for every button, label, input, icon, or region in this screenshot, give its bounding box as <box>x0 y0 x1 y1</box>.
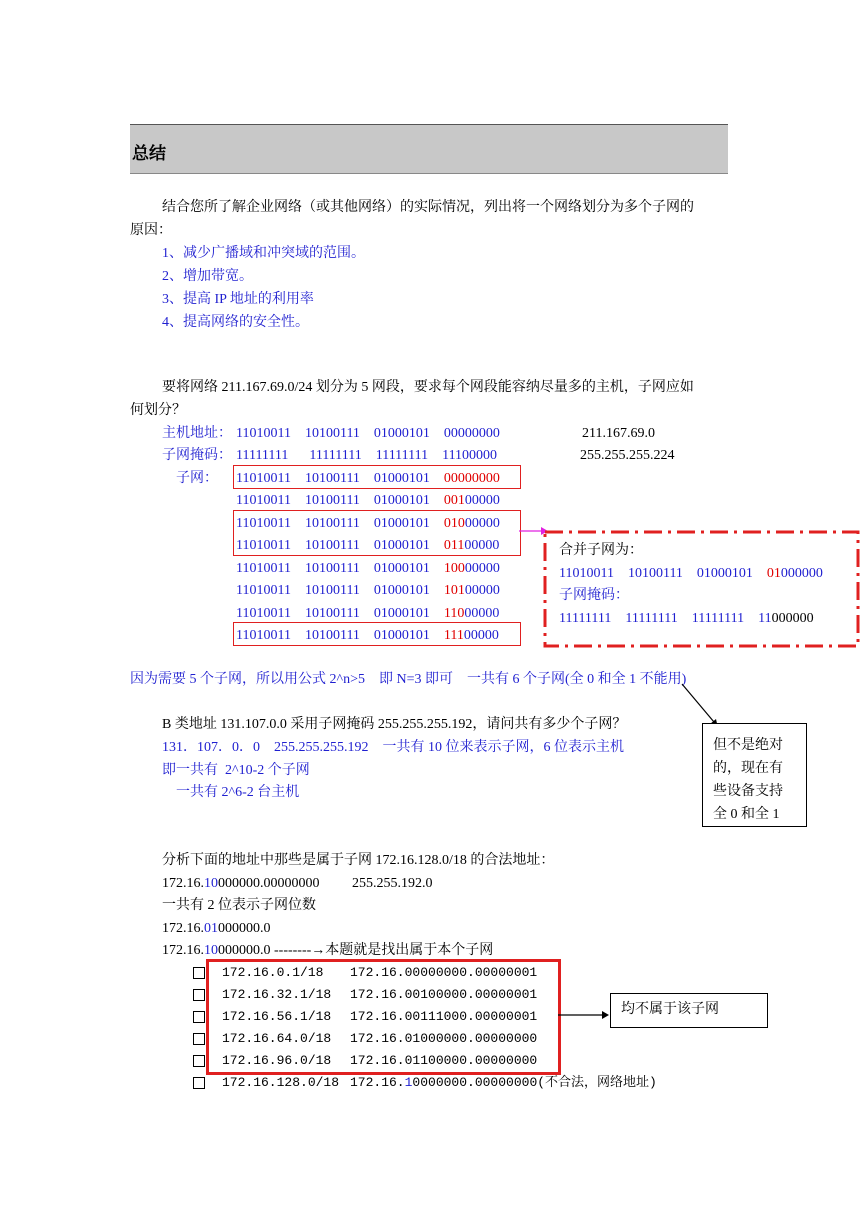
option-address: 172.16.96.0/18 <box>222 1053 332 1068</box>
q4-line: 172.16.10000000.0 --------→本题就是找出属于本个子网 <box>162 943 494 958</box>
host-binary: 11010011 10100111 01000101 00000000 <box>236 426 500 441</box>
option-binary: 172.16.01100000.00000000 <box>350 1053 538 1068</box>
q4-line: 172.16.10000000.00000000 <box>162 876 320 891</box>
q1-prompt-line2: 原因： <box>130 223 172 238</box>
subnet-row: 11010011 10100111 01000101 01000000 <box>236 516 500 531</box>
q1-answer: 1、减少广播域和冲突域的范围。 <box>162 246 365 261</box>
q2-conclusion: 因为需要 5 个子网，所以用公式 2^n>5 即 N=3 即可 一共有 6 个子网(全 0 和全 1 不能用) <box>130 672 687 687</box>
q4-mask: 255.255.192.0 <box>352 876 433 891</box>
q2-prompt-line2: 何划分？ <box>130 403 186 418</box>
subnet-row: 11010011 10100111 01000101 11000000 <box>236 606 500 621</box>
note-line: 些设备支持 <box>713 784 783 799</box>
option-address: 172.16.128.0/18 <box>222 1075 340 1090</box>
option-address: 172.16.56.1/18 <box>222 1009 332 1024</box>
note-line: 但不是绝对 <box>713 738 783 753</box>
option-address: 172.16.0.1/18 <box>222 965 324 980</box>
mask-label: 子网掩码： <box>162 448 232 463</box>
option-address: 172.16.32.1/18 <box>222 987 332 1002</box>
option-checkbox[interactable] <box>193 989 205 1001</box>
invalid-options-box <box>206 959 561 1075</box>
q1-answer: 3、提高 IP 地址的利用率 <box>162 292 314 307</box>
subnet-row: 11010011 10100111 01000101 10100000 <box>236 583 500 598</box>
note2-arrow <box>558 1008 610 1022</box>
q4-line: 一共有 2 位表示子网位数 <box>162 898 316 913</box>
option-address: 172.16.64.0/18 <box>222 1031 332 1046</box>
note-line: 的，现在有 <box>713 761 783 776</box>
option-binary: 172.16.00100000.00000001 <box>350 987 538 1002</box>
section-title-bar <box>130 124 728 174</box>
option-checkbox[interactable] <box>193 967 205 979</box>
q3-answer: 131．107．0．0 255.255.255.192 一共有 10 位来表示子网，6 位表示主机 <box>162 740 624 755</box>
subnet-row: 11010011 10100111 01000101 01100000 <box>236 538 500 553</box>
host-label: 主机地址： <box>162 426 232 441</box>
subnet-highlight-box <box>233 465 521 489</box>
option-binary: 172.16.00111000.00000001 <box>350 1009 538 1024</box>
subnet-label: 子网： <box>176 471 218 486</box>
host-decimal: 211.167.69.0 <box>582 426 655 441</box>
subnet-row: 11010011 10100111 01000101 00100000 <box>236 493 500 508</box>
merge-mask: 11111111 11111111 11111111 11000000 <box>559 611 814 626</box>
merge-title: 合并子网为： <box>559 543 643 558</box>
q4-line: 172.16.01000000.0 <box>162 921 271 936</box>
q1-answer: 4、提高网络的安全性。 <box>162 315 309 330</box>
q4-prompt: 分析下面的地址中那些是属于子网 172.16.128.0/18 的合法地址： <box>162 853 555 868</box>
q2-prompt-line1: 要将网络 211.167.69.0/24 划分为 5 网段，要求每个网段能容纳尽量多的主机，子网应如 <box>162 380 694 395</box>
merge-mask-label: 子网掩码： <box>559 588 629 603</box>
q1-prompt-line1: 结合您所了解企业网络（或其他网络）的实际情况，列出将一个网络划分为多个子网的 <box>162 200 694 215</box>
note2-text: 均不属于该子网 <box>621 1002 719 1017</box>
mask-binary: 11111111 11111111 11111111 11100000 <box>236 448 498 463</box>
merge-subnet: 11010011 10100111 01000101 01000000 <box>559 566 823 581</box>
q3-answer: 一共有 2^6-2 台主机 <box>176 785 300 800</box>
q3-prompt: B 类地址 131.107.0.0 采用子网掩码 255.255.255.192，请问共有多少个子网？ <box>162 717 627 732</box>
option-checkbox[interactable] <box>193 1055 205 1067</box>
subnet-highlight-box <box>233 510 521 556</box>
mask-decimal: 255.255.255.224 <box>580 448 675 463</box>
note-line: 全 0 和全 1 <box>713 807 780 822</box>
section-title: 总结 <box>132 144 166 164</box>
subnet-row: 11010011 10100111 01000101 00000000 <box>236 471 500 486</box>
q1-answer: 2、增加带宽。 <box>162 269 253 284</box>
option-binary: 172.16.10000000.00000000(不合法，网络地址) <box>350 1075 657 1090</box>
option-checkbox[interactable] <box>193 1077 205 1089</box>
subnet-row: 11010011 10100111 01000101 10000000 <box>236 561 500 576</box>
q3-answer: 即一共有 2^10-2 个子网 <box>162 763 310 778</box>
subnet-highlight-box <box>233 622 521 646</box>
option-checkbox[interactable] <box>193 1033 205 1045</box>
subnet-row: 11010011 10100111 01000101 11100000 <box>236 628 499 643</box>
option-binary: 172.16.00000000.00000001 <box>350 965 538 980</box>
option-binary: 172.16.01000000.00000000 <box>350 1031 538 1046</box>
option-checkbox[interactable] <box>193 1011 205 1023</box>
